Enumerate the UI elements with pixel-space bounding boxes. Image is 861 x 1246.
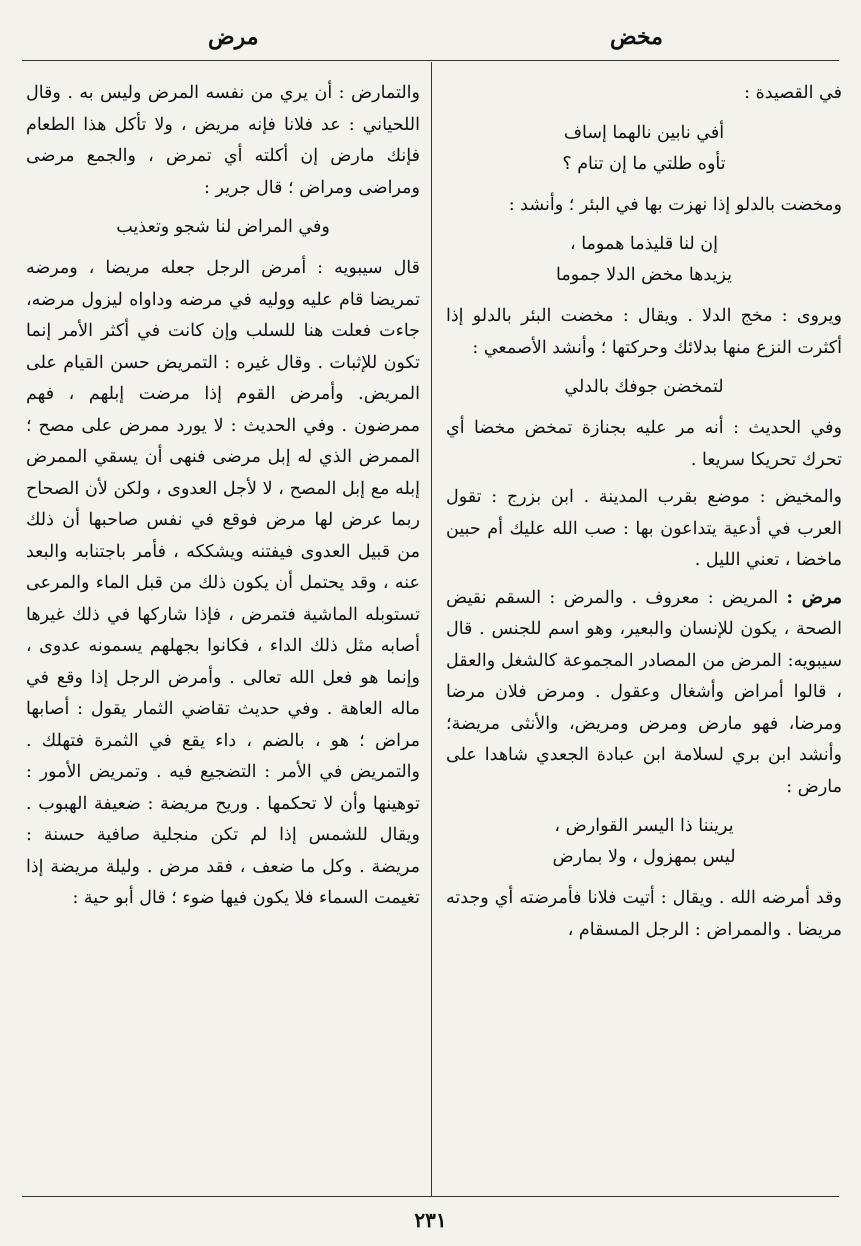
paragraph: قال سيبويه : أمرض الرجل جعله مريضا ، ومرضه تمريضا قام عليه ووليه في مرضه وداواه ليزول مرضه، جاءت فعلت هنا للسلب وإن كانت في أكثر الأمر إنما تكون للإثبات . وقال غيره : التمريض حسن القيام على المريض. وأمرض القوم إذا مرضت إبلهم ، فهم ممرضون . وفي الحديث : لا يورد ممرض على مصح ؛ الممرض الذي له إبل مرضى فنهى أن يسقي الممرض إبله مع إبل المصح ، لا لأجل العدوى ، ولكن لأن الصحاح ربما عرض لها مرض فوقع في نفس صاحبها أن ذلك من قبيل العدوى فيفتنه ويشككه ، فأمر باجتنابه والبعد عنه ، وقد يحتمل أن يكون ذلك من قبل الماء والمرعى تستوبله الماشية فتمرض ، فإذا شاركها في ذلك غيرها أصابه مثل ذلك الداء ، فكانوا بجهلهم يسمونه عدوى ، وإنما هو فعل الله تعالى . وأمرض الرجل إذا وقع في ماله العاهة . وفي حديث تقاضي الثمار يقول : أصابها مراض ؛ هو ، بالضم ، داء يقع في الثمرة فتهلك . والتمريض في الأمر : التضجيع فيه . وتمريض الأمور : توهينها وأن لا تحكمها . وريح مريضة : ضعيفة الهبوب . ويقال للشمس إذا لم تكن منجلية صافية حسنة : مريضة . وكل ما ضعف ، فقد مرض . وليلة مريضة إذا تغيمت السماء فلا يكون فيها ضوء ؛ قال أبو حية : <box>26 258 420 908</box>
paragraph: والتمارض : أن يري من نفسه المرض وليس به . وقال اللحياني : عد فلانا فإنه مريض ، ولا تأكل هذا الطعام فإنك مارض إن أكلته أي تمرض ، والجمع مرضى ومراضى ومراض ؛ قال جرير : <box>26 83 420 198</box>
left-headword: مرض <box>208 24 259 50</box>
verse-block <box>26 212 420 243</box>
verse-block <box>446 229 842 291</box>
verse-line: يريننا ذا اليسر القوارض ، <box>554 816 734 836</box>
entry-paragraph <box>446 583 842 804</box>
verse-line: وفي المراض لنا شجو وتعذيب <box>116 217 330 237</box>
bottom-rule <box>22 1196 839 1197</box>
verse-block <box>446 118 842 180</box>
verse-line: إن لنا قليذما هموما ، <box>570 234 718 254</box>
paragraph: وقد أمرضه الله . ويقال : أتيت فلانا فأمرضته أي وجدته مريضا . والممراض : الرجل المسقام ، <box>446 888 842 940</box>
paragraph: ومخضت بالدلو إذا نهزت بها في البئر ؛ وأنشد : <box>508 194 842 215</box>
right-column <box>446 78 842 952</box>
verse-line: أفي نابين نالهما إساف <box>563 122 725 143</box>
verse-line: ليس بمهزول ، ولا بمارض <box>552 847 736 867</box>
entry-text: المريض : معروف . والمرض : السقم نقيض الصحة ، يكون للإنسان والبعير، وهو اسم للجنس . قال سيبويه: المرض من المصادر المجموعة كالشغل والعقل ، قالوا أمراض وأشغال وعقول . ومرض فلان مرضا ومرضا، فهو مارض ومرض ومريض، والأنثى مريضة؛ وأنشد ابن بري لسلامة ابن عبادة الجعدي شاهدا على مارض : <box>446 587 842 797</box>
paragraph: ويروى : مخج الدلا . ويقال : مخضت البئر بالدلو إذا أكثرت النزع منها بدلائك وحركتها ؛ وأنشد الأصمعي : <box>446 306 842 358</box>
column-divider <box>431 62 432 1196</box>
paragraph: في القصيدة : <box>744 83 842 103</box>
verse-line: تأوه طلتي ما إن تنام ؟ <box>562 153 726 174</box>
right-headword: مخض <box>610 24 663 50</box>
entry-headword: مرض : <box>786 587 842 608</box>
paragraph: والمخيض : موضع بقرب المدينة . ابن بزرج : تقول العرب في أدعية يتداعون بها : صب الله عليك أم حبين ماخضا ، تعني الليل . <box>446 487 842 570</box>
top-rule <box>22 60 839 61</box>
left-column <box>26 78 420 921</box>
page-number: ٢٣١ <box>414 1208 447 1232</box>
verse-line: لتمخضن جوفك بالدلي <box>564 377 724 397</box>
verse-block <box>446 372 842 403</box>
verse-line: يزيدها مخض الدلا جموما <box>556 265 732 285</box>
paragraph: وفي الحديث : أنه مر عليه بجنازة تمخض مخضا أي تحرك تحريكا سريعا . <box>446 418 842 470</box>
verse-block <box>446 811 842 873</box>
